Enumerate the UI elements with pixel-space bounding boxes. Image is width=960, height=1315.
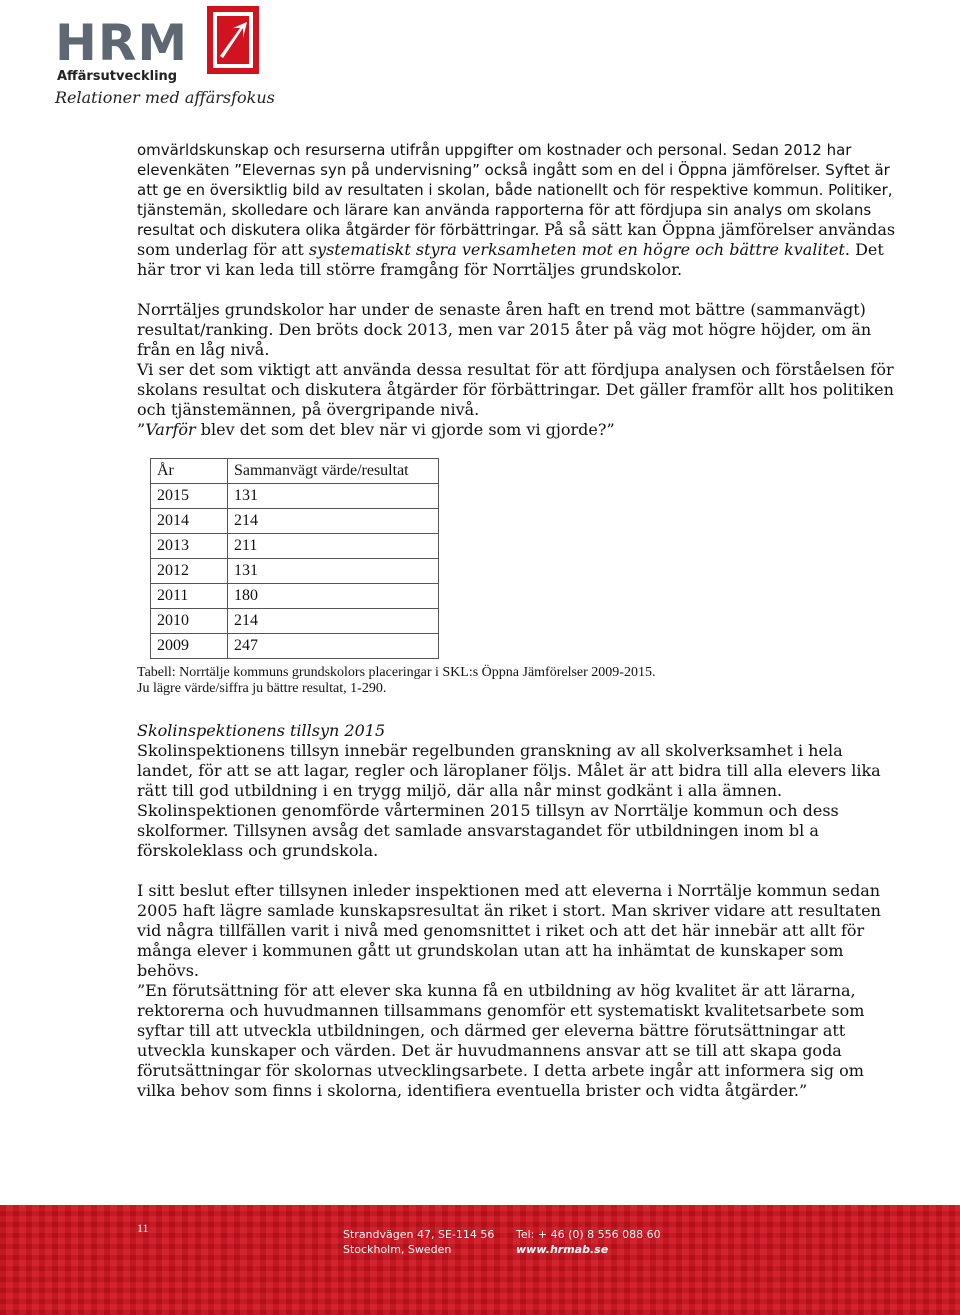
page-number: 11 [137, 1221, 149, 1235]
table-row [151, 584, 439, 609]
paragraph-decision: I sitt beslut efter tillsynen inleder inspektionen med att eleverna i Norrtälje kommun sedan 2005 haft lägre samlade kunskapsresultat än riket i stort. Man skriver vidare att resultaten vid några tillfällen varit i nivå med genomsnittet i riket och att det här innebär att allt för många elever i kommunen gått ut grundskolan utan att ha inhämtat de kunskaper som behövs. [137, 881, 881, 980]
logo-tagline: Relationer med affärsfokus [55, 88, 275, 107]
table-caption-note: Ju lägre värde/siffra ju bättre resultat, 1-290. [137, 681, 387, 696]
table-header-cell: Sammanvägt värde/resultat [228, 459, 439, 484]
table-row [151, 559, 439, 584]
table-cell-value: 214 [228, 609, 439, 634]
results-table [150, 458, 439, 659]
table-caption [137, 665, 897, 697]
table-cell-year: 2010 [151, 609, 228, 634]
table-cell-year: 2011 [151, 584, 228, 609]
section-heading: Skolinspektionens tillsyn 2015 [137, 721, 386, 740]
logo-wordmark: HRM [55, 14, 189, 72]
footer-contact [516, 1227, 661, 1257]
text-segment: blev det som det blev när vi gjorde som vi gjorde?” [195, 420, 615, 439]
address-line: Strandvägen 47, SE-114 56 [343, 1228, 495, 1241]
text-segment: Politiker, tjänstemän, skolledare och lärare kan använda rapporterna för att fördjupa sin analys om skolans resultat och diskutera olika åtgärder för förbättringar. [137, 181, 893, 239]
table-row [151, 634, 439, 659]
table-row [151, 484, 439, 509]
table-cell-value: 211 [228, 534, 439, 559]
table-cell-value: 214 [228, 509, 439, 534]
logo-subtitle: Affärsutveckling [57, 69, 178, 84]
table-cell-year: 2009 [151, 634, 228, 659]
phone-number: Tel: + 46 (0) 8 556 088 60 [516, 1228, 661, 1241]
address-line: Stockholm, Sweden [343, 1243, 452, 1256]
text-segment: På så sätt kan Öppna jämförelser användas som underlag för att [137, 220, 896, 259]
table-row [151, 534, 439, 559]
footer-address [343, 1227, 494, 1257]
page-footer [0, 1205, 960, 1315]
table-header-row [151, 459, 439, 484]
emphasis-text: Varför [145, 420, 196, 439]
table-row [151, 509, 439, 534]
website-link[interactable]: www.hrmab.se [516, 1243, 609, 1256]
document-body [137, 140, 897, 1101]
table-cell-value: 131 [228, 559, 439, 584]
paragraph-analysis: Vi ser det som viktigt att använda dessa resultat för att fördjupa analysen och förståelsen för skolans resultat och diskutera åtgärder för förbättringar. Det gäller framför allt hos politiken och tjänstemännen, på övergripande nivå. [137, 360, 894, 419]
table-cell-value: 247 [228, 634, 439, 659]
table-cell-value: 131 [228, 484, 439, 509]
logo-arrow-icon [207, 6, 259, 74]
table-cell-value: 180 [228, 584, 439, 609]
text-segment: omvärldskunskap och resurserna utifrån uppgifter om kostnader och personal. Sedan 2012 har elevenkäten ”Elevernas syn på undervisning” också ingått som en del i Öppna jämförelser. Syftet är att ge en översiktlig bild av resultaten i skolan, både nationellt och för respektive kommun. [137, 141, 890, 199]
table-row [151, 609, 439, 634]
table-cell-year: 2015 [151, 484, 228, 509]
table-caption-line: Tabell: Norrtälje kommuns grundskolors placeringar i SKL:s Öppna Jämförelser 2009-2015. [137, 665, 656, 680]
table-cell-year: 2012 [151, 559, 228, 584]
paragraph-inspection: Skolinspektionens tillsyn innebär regelbunden granskning av all skolverksamhet i hela landet, för att se att lagar, regler och läroplaner följs. Målet är att bidra till alla elevers lika rätt till god utbildning i en trygg miljö, där alla når minst godkänt i alla ämnen. Skolinspektionen genomförde vårterminen 2015 tillsyn av Norrtälje kommun och dess skolformer. Tillsynen avsåg det samlade ansvarstagandet för utbildningen inom bl a förskoleklass och grundskola. [137, 741, 881, 860]
emphasis-text: systematiskt styra verksamheten mot en högre och bättre kvalitet [308, 240, 845, 259]
table-header-cell: År [151, 459, 228, 484]
quote-mark: ” [137, 420, 146, 439]
text-segment: . Det här tror vi kan leda till större framgång för Norrtäljes grundskolor. [137, 240, 884, 279]
paragraph-question [137, 420, 897, 440]
paragraph-trend: Norrtäljes grundskolor har under de senaste åren haft en trend mot bättre (sammanvägt) resultat/ranking. Den bröts dock 2013, men var 2015 åter på väg mot högre höjder, om än från en låg nivå. [137, 300, 872, 359]
paragraph-quote: ”En förutsättning för att elever ska kunna få en utbildning av hög kvalitet är att lärarna, rektorerna och huvudmannen tillsammans genomför ett systematiskt kvalitetsarbete som syftar till att utveckla utbildningen, och därmed ger eleverna bättre förutsättningar att utveckla kunskaper och värden. Det är huvudmannens ansvar att se till att skapa goda förutsättningar för skolornas utvecklingsarbete. I detta arbete ingår att informera sig om vilka behov som finns i skolorna, identifiera eventuella brister och vidta åtgärder.” [137, 981, 865, 1100]
table-cell-year: 2014 [151, 509, 228, 534]
table-cell-year: 2013 [151, 534, 228, 559]
paragraph-intro [137, 140, 897, 280]
company-logo [55, 6, 275, 107]
